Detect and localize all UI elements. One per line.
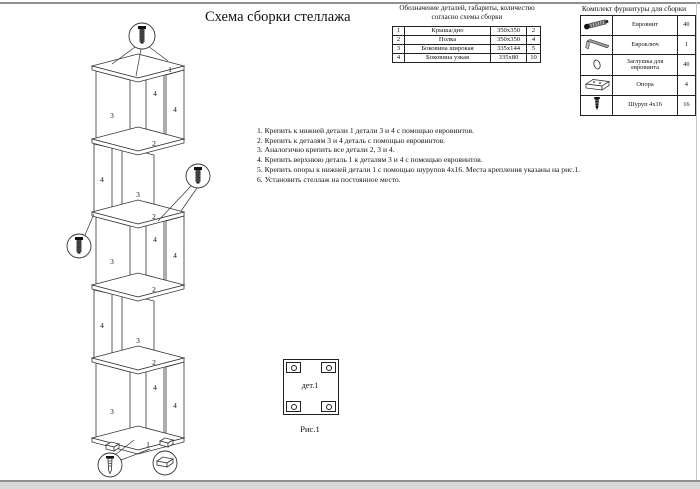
part-label-shelf: 2 [152,139,156,148]
hardware-qty: 40 [677,16,695,36]
instruction-line: 4. Крепить верхнюю деталь 1 к деталям 3 и 4 с помощью евровинтов. [257,155,483,165]
table-row [393,27,541,36]
part-qty: 10 [527,54,541,63]
parts-table-caption-line2: согласно схемы сборки [431,13,503,21]
part-label: 4 [173,401,177,410]
table-row [393,36,541,45]
screw-hole-icon [326,404,332,410]
instruction-line: 6. Установить стеллаж на постоянное место. [257,174,401,184]
instruction-line: 3. Аналогично крепить все детали 2, 3 и 4. [257,145,395,155]
part-label: 4 [173,251,177,260]
table-row [581,76,696,96]
page-title: Схема сборки стеллажа [205,9,351,25]
part-qty: 5 [527,45,541,54]
hardware-table-caption: Комплект фурнитуры для сборки [581,4,687,13]
part-qty: 2 [527,27,541,36]
screw-hole-icon [291,404,297,410]
foot-mount-plate [321,401,336,412]
euro-screw-icon [582,16,612,32]
part-label-bottom: 1 [146,440,150,449]
callout-line [181,188,197,211]
part-label: 3 [110,257,114,266]
part-label: 4 [153,235,157,244]
part-name: Боковина узкая [405,54,491,63]
figure1-caption: Рис.1 [300,424,320,434]
foot-mount-plate [286,362,301,373]
part-num: 3 [393,45,405,54]
part-label: 3 [110,407,114,416]
table-row [393,45,541,54]
hardware-table [580,15,696,116]
table-row [393,54,541,63]
part-size: 335x80 [491,54,527,63]
part-label-shelf: 2 [152,358,156,367]
foot-mount-plate [286,401,301,412]
hardware-qty: 1 [677,35,695,55]
part-label: 4 [173,105,177,114]
cap-plug-icon [582,56,612,72]
hardware-qty: 4 [677,76,695,96]
part-label-shelf: 2 [152,212,156,221]
hardware-name: Евроключ [613,35,678,55]
part-label: 3 [110,111,114,120]
part-size: 335x144 [491,45,527,54]
page-margin-strip [0,482,700,489]
screw-hole-icon [326,365,332,371]
part-label-top: 1 [168,65,172,74]
figure1-part-label: дет.1 [301,381,319,390]
page-border-right [696,2,697,480]
table-row [581,16,696,36]
part-label: 3 [136,336,140,345]
instruction-line: 1. Крепить к нижней детали 1 детали 3 и 4 с помощью евровинтов. [257,126,474,135]
part-size: 350x350 [491,36,527,45]
part-name: Крыша/дно [405,27,491,36]
part-label: 4 [153,383,157,392]
part-name: Полка [405,36,491,45]
hardware-name: Опора [613,76,678,96]
part-label: 4 [100,321,104,330]
part-num: 2 [393,36,405,45]
parts-table [392,26,541,63]
part-label: 4 [100,175,104,184]
table-row [581,55,696,76]
callout-line [85,214,94,235]
instruction-line: 2. Крепить к деталям 3 и 4 деталь с помощью евровинтов. [257,135,446,145]
shelving-assembly-diagram [48,8,243,482]
hardware-qty: 16 [677,96,695,116]
hardware-qty: 40 [677,55,695,76]
assembly-instructions [257,126,637,184]
part-num: 1 [393,27,405,36]
hex-key-icon [582,36,612,52]
part-num: 4 [393,54,405,63]
support-foot-icon [582,76,612,92]
hardware-name: Шуруп 4x16 [613,96,678,116]
parts-table-caption-line1: Обозначение деталей, габариты, количество [399,4,535,12]
instruction-line: 5. Крепить опоры к нижней детали 1 с помощью шурупов 4x16. Места крепления указаны на рис.1. [257,164,581,174]
hardware-name: Заглушка для евровинта [613,55,678,76]
part-size: 350x350 [491,27,527,36]
part-name: Боковина широкая [405,45,491,54]
table-row [581,96,696,116]
part-label-shelf: 2 [152,285,156,294]
wood-screw-icon [582,96,612,112]
part-label: 4 [153,89,157,98]
screw-hole-icon [291,365,297,371]
part-qty: 4 [527,36,541,45]
table-row [581,35,696,55]
hardware-name: Евровинт [613,16,678,36]
part-label: 3 [136,190,140,199]
foot-mount-plate [321,362,336,373]
